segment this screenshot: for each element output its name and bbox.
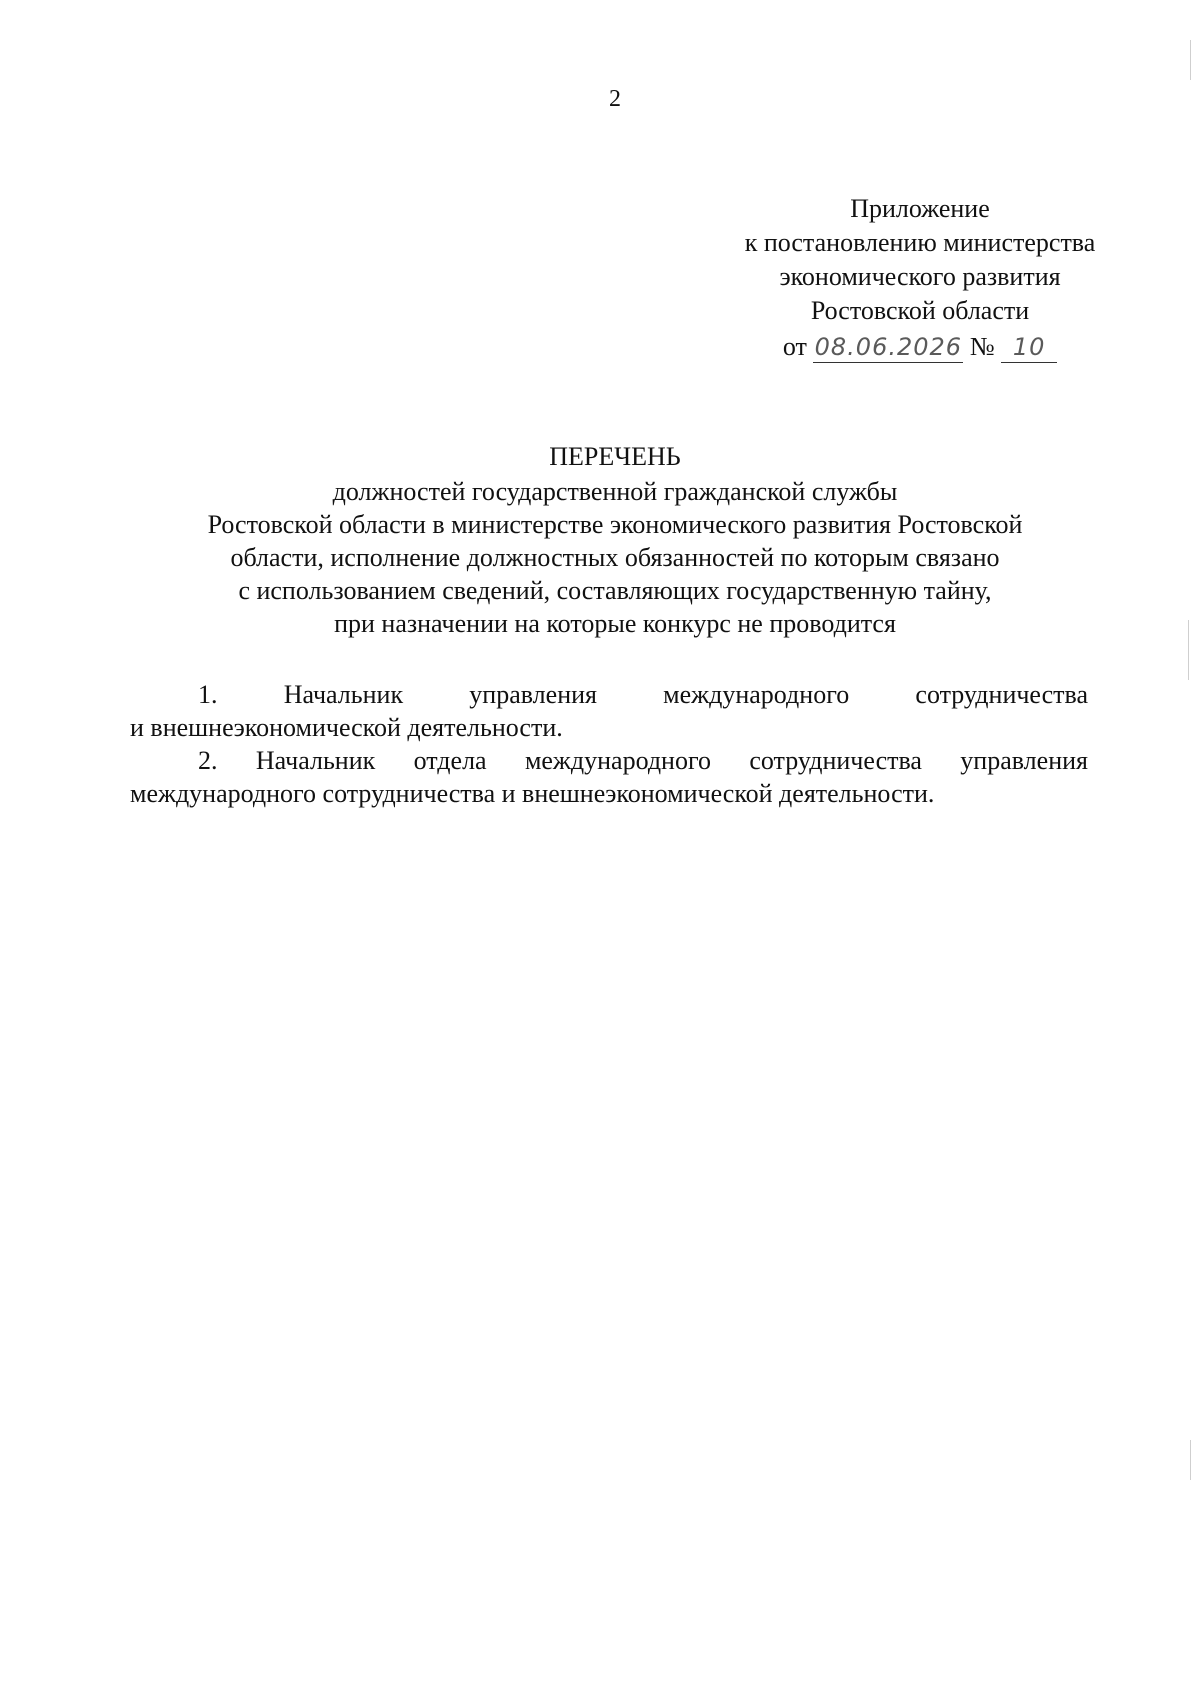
document-heading: ПЕРЕЧЕНЬ <box>549 442 681 471</box>
date-field <box>813 332 963 363</box>
title-line-3: области, исполнение должностных обязанностей по которым связано <box>230 543 1000 572</box>
number-prefix: № <box>969 332 995 361</box>
list-item <box>130 678 1088 744</box>
appendix-line-decree: к постановлению министерства <box>744 228 1096 257</box>
title-line-4: с использованием сведений, составляющих государственную тайну, <box>238 576 992 605</box>
list-item-first-line: 2. Начальник отдела международного сотрудничества управления <box>198 746 1088 775</box>
list-item-continuation: международного сотрудничества и внешнеэкономической деятельности. <box>130 779 935 808</box>
handwritten-number: 10 <box>1012 333 1046 361</box>
number-field <box>1001 332 1057 363</box>
list-item-continuation: и внешнеэкономической деятельности. <box>130 713 563 742</box>
scan-artifact <box>1188 620 1189 680</box>
appendix-block <box>700 192 1140 364</box>
positions-list <box>130 678 1088 810</box>
appendix-line-region: Ростовской области <box>810 296 1030 325</box>
document-title-block <box>150 440 1080 640</box>
handwritten-date: 08.06.2026 <box>814 333 963 361</box>
title-line-5: при назначении на которые конкурс не проводится <box>334 609 896 638</box>
scan-artifact <box>1190 40 1191 80</box>
page-number: 2 <box>609 86 621 112</box>
appendix-line-ministry: экономического развития <box>779 262 1061 291</box>
appendix-date-line <box>700 330 1140 364</box>
date-prefix: от <box>782 332 807 361</box>
title-line-2: Ростовской области в министерстве экономического развития Ростовской <box>207 510 1023 539</box>
list-item-first-line: 1. Начальник управления международного сотрудничества <box>198 680 1088 709</box>
title-line-1: должностей государственной гражданской службы <box>332 477 898 506</box>
appendix-title: Приложение <box>850 194 990 223</box>
scan-artifact <box>1190 1440 1191 1480</box>
list-item <box>130 744 1088 810</box>
